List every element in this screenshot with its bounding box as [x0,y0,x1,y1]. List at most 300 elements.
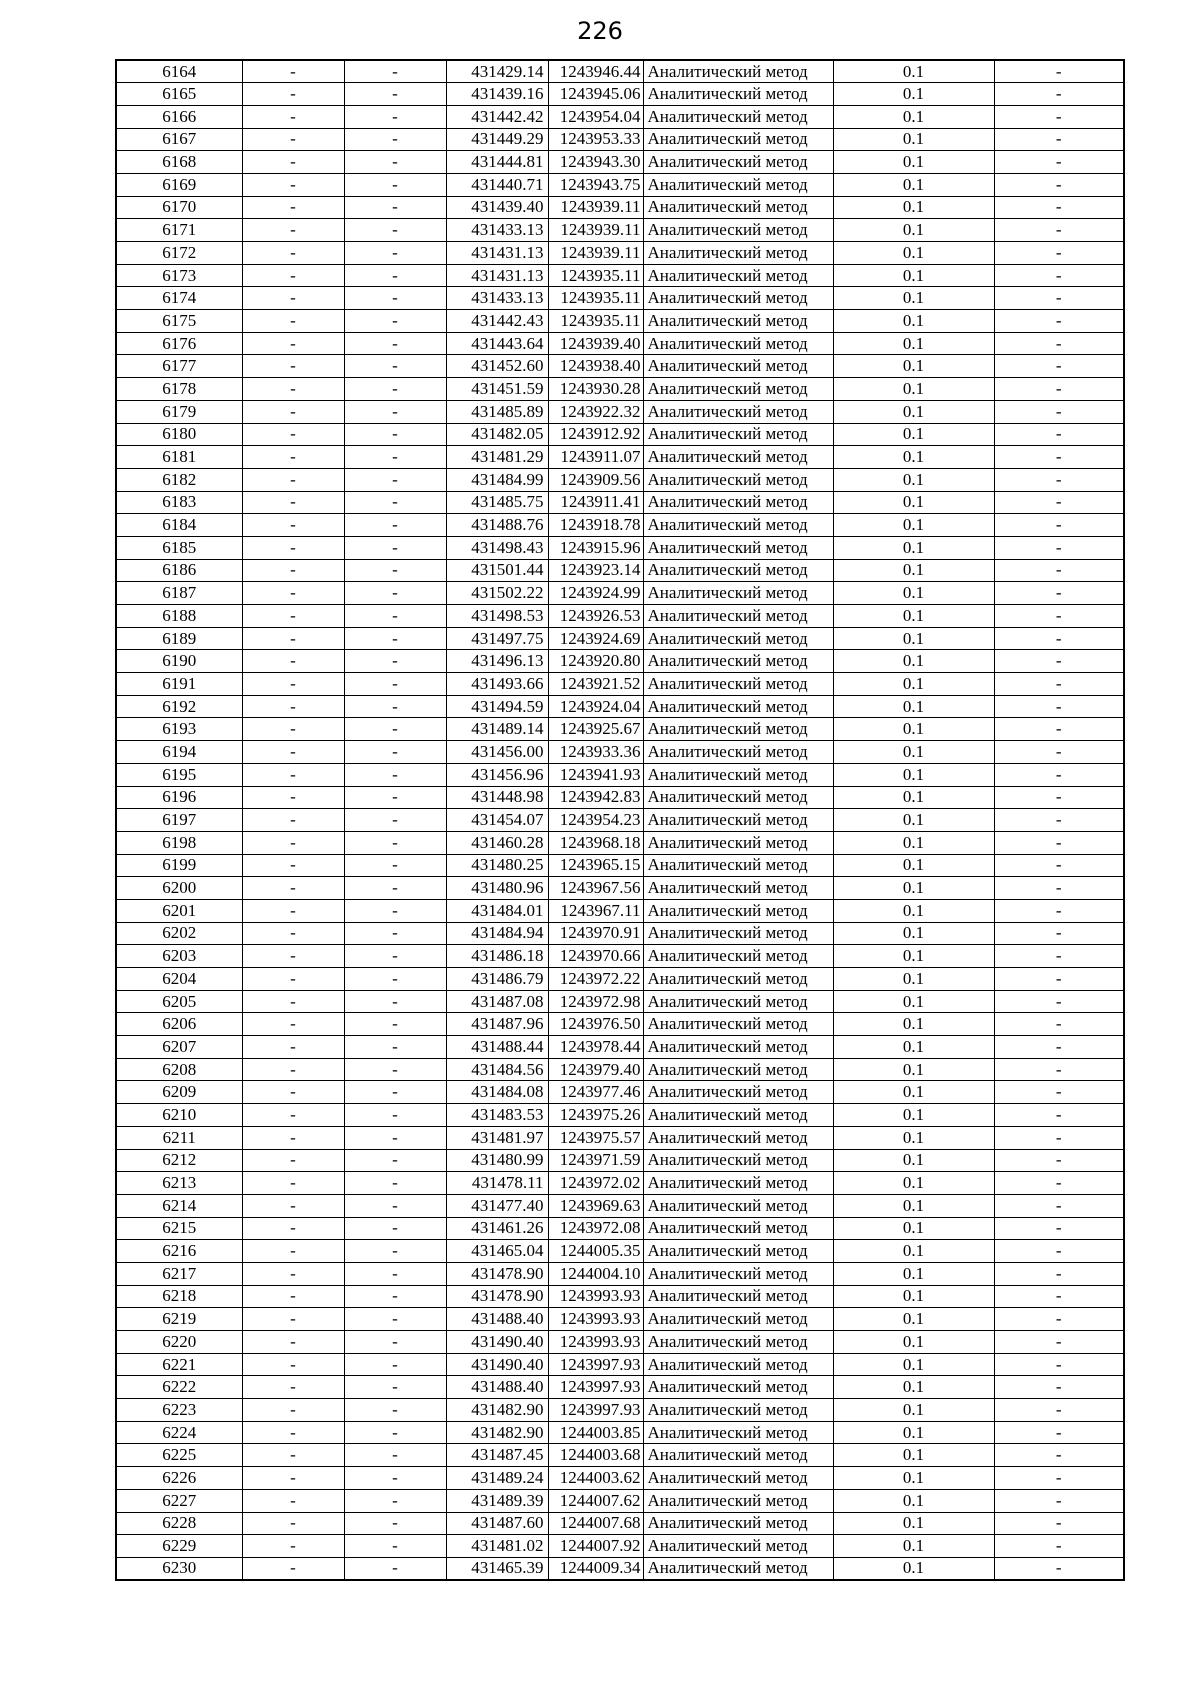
empty-value-cell: - [242,128,344,151]
y-coordinate-cell: 1243975.26 [548,1104,643,1127]
method-cell: Аналитический метод [643,1194,833,1217]
method-cell: Аналитический метод [643,355,833,378]
point-number-cell: 6230 [116,1557,242,1580]
x-coordinate-cell: 431456.00 [446,741,548,764]
method-cell: Аналитический метод [643,60,833,83]
empty-value-cell: - [344,151,446,174]
empty-value-cell: - [242,1376,344,1399]
note-cell: - [994,355,1124,378]
table-row [116,922,1124,945]
point-number-cell: 6208 [116,1058,242,1081]
accuracy-cell: 0.1 [833,446,994,469]
y-coordinate-cell: 1243997.93 [548,1353,643,1376]
table-row [116,990,1124,1013]
method-cell: Аналитический метод [643,1217,833,1240]
coordinates-table [115,59,1125,1581]
y-coordinate-cell: 1243946.44 [548,60,643,83]
method-cell: Аналитический метод [643,264,833,287]
accuracy-cell: 0.1 [833,1285,994,1308]
point-number-cell: 6185 [116,536,242,559]
empty-value-cell: - [242,1444,344,1467]
x-coordinate-cell: 431488.40 [446,1308,548,1331]
accuracy-cell: 0.1 [833,1149,994,1172]
table-row [116,83,1124,106]
x-coordinate-cell: 431465.39 [446,1557,548,1580]
y-coordinate-cell: 1243925.67 [548,718,643,741]
table-row [116,877,1124,900]
empty-value-cell: - [242,83,344,106]
note-cell: - [994,491,1124,514]
y-coordinate-cell: 1243939.11 [548,242,643,265]
accuracy-cell: 0.1 [833,1262,994,1285]
y-coordinate-cell: 1243935.11 [548,264,643,287]
method-cell: Аналитический метод [643,1262,833,1285]
x-coordinate-cell: 431494.59 [446,695,548,718]
x-coordinate-cell: 431501.44 [446,559,548,582]
note-cell: - [994,1104,1124,1127]
empty-value-cell: - [242,355,344,378]
point-number-cell: 6209 [116,1081,242,1104]
empty-value-cell: - [242,1512,344,1535]
empty-value-cell: - [344,1331,446,1354]
empty-value-cell: - [242,695,344,718]
method-cell: Аналитический метод [643,491,833,514]
x-coordinate-cell: 431490.40 [446,1353,548,1376]
table-row [116,1467,1124,1490]
y-coordinate-cell: 1243967.11 [548,899,643,922]
note-cell: - [994,332,1124,355]
note-cell: - [994,287,1124,310]
note-cell: - [994,1285,1124,1308]
table-row [116,128,1124,151]
accuracy-cell: 0.1 [833,1512,994,1535]
table-row [116,650,1124,673]
x-coordinate-cell: 431488.44 [446,1036,548,1059]
empty-value-cell: - [344,1194,446,1217]
method-cell: Аналитический метод [643,1557,833,1580]
method-cell: Аналитический метод [643,763,833,786]
y-coordinate-cell: 1243970.66 [548,945,643,968]
table-row [116,1217,1124,1240]
table-body [116,60,1124,1580]
method-cell: Аналитический метод [643,1285,833,1308]
accuracy-cell: 0.1 [833,1557,994,1580]
point-number-cell: 6204 [116,968,242,991]
empty-value-cell: - [344,264,446,287]
empty-value-cell: - [242,105,344,128]
y-coordinate-cell: 1243921.52 [548,673,643,696]
x-coordinate-cell: 431477.40 [446,1194,548,1217]
note-cell: - [994,968,1124,991]
note-cell: - [994,60,1124,83]
accuracy-cell: 0.1 [833,1353,994,1376]
empty-value-cell: - [344,718,446,741]
note-cell: - [994,219,1124,242]
x-coordinate-cell: 431478.90 [446,1285,548,1308]
empty-value-cell: - [344,854,446,877]
point-number-cell: 6223 [116,1399,242,1422]
y-coordinate-cell: 1244004.10 [548,1262,643,1285]
accuracy-cell: 0.1 [833,491,994,514]
empty-value-cell: - [344,1376,446,1399]
table-row [116,1126,1124,1149]
accuracy-cell: 0.1 [833,945,994,968]
table-row [116,945,1124,968]
point-number-cell: 6200 [116,877,242,900]
accuracy-cell: 0.1 [833,1126,994,1149]
y-coordinate-cell: 1243972.08 [548,1217,643,1240]
point-number-cell: 6207 [116,1036,242,1059]
point-number-cell: 6215 [116,1217,242,1240]
empty-value-cell: - [344,763,446,786]
x-coordinate-cell: 431484.99 [446,468,548,491]
y-coordinate-cell: 1243979.40 [548,1058,643,1081]
point-number-cell: 6214 [116,1194,242,1217]
point-number-cell: 6173 [116,264,242,287]
note-cell: - [994,1081,1124,1104]
empty-value-cell: - [242,423,344,446]
point-number-cell: 6189 [116,627,242,650]
empty-value-cell: - [344,1013,446,1036]
empty-value-cell: - [242,1467,344,1490]
method-cell: Аналитический метод [643,536,833,559]
table-row [116,1308,1124,1331]
table-row [116,605,1124,628]
note-cell: - [994,1535,1124,1558]
empty-value-cell: - [242,809,344,832]
method-cell: Аналитический метод [643,1331,833,1354]
table-row [116,1058,1124,1081]
method-cell: Аналитический метод [643,151,833,174]
table-row [116,809,1124,832]
point-number-cell: 6218 [116,1285,242,1308]
point-number-cell: 6229 [116,1535,242,1558]
method-cell: Аналитический метод [643,1149,833,1172]
empty-value-cell: - [344,741,446,764]
y-coordinate-cell: 1243978.44 [548,1036,643,1059]
x-coordinate-cell: 431481.97 [446,1126,548,1149]
point-number-cell: 6186 [116,559,242,582]
y-coordinate-cell: 1243997.93 [548,1376,643,1399]
x-coordinate-cell: 431498.43 [446,536,548,559]
point-number-cell: 6201 [116,899,242,922]
x-coordinate-cell: 431454.07 [446,809,548,832]
x-coordinate-cell: 431442.42 [446,105,548,128]
note-cell: - [994,242,1124,265]
x-coordinate-cell: 431456.96 [446,763,548,786]
empty-value-cell: - [242,1399,344,1422]
table-row [116,1036,1124,1059]
note-cell: - [994,922,1124,945]
note-cell: - [994,83,1124,106]
empty-value-cell: - [344,1421,446,1444]
table-row [116,491,1124,514]
method-cell: Аналитический метод [643,1172,833,1195]
empty-value-cell: - [242,831,344,854]
empty-value-cell: - [344,1036,446,1059]
y-coordinate-cell: 1244003.62 [548,1467,643,1490]
empty-value-cell: - [242,627,344,650]
empty-value-cell: - [242,60,344,83]
empty-value-cell: - [344,809,446,832]
x-coordinate-cell: 431486.79 [446,968,548,991]
y-coordinate-cell: 1243953.33 [548,128,643,151]
accuracy-cell: 0.1 [833,763,994,786]
method-cell: Аналитический метод [643,1535,833,1558]
empty-value-cell: - [344,242,446,265]
empty-value-cell: - [242,1331,344,1354]
accuracy-cell: 0.1 [833,151,994,174]
empty-value-cell: - [242,151,344,174]
note-cell: - [994,196,1124,219]
y-coordinate-cell: 1243922.32 [548,400,643,423]
x-coordinate-cell: 431484.01 [446,899,548,922]
empty-value-cell: - [344,1081,446,1104]
y-coordinate-cell: 1243970.91 [548,922,643,945]
empty-value-cell: - [344,1444,446,1467]
empty-value-cell: - [242,1126,344,1149]
x-coordinate-cell: 431484.08 [446,1081,548,1104]
method-cell: Аналитический метод [643,1126,833,1149]
y-coordinate-cell: 1243975.57 [548,1126,643,1149]
note-cell: - [994,1058,1124,1081]
x-coordinate-cell: 431461.26 [446,1217,548,1240]
table-row [116,446,1124,469]
x-coordinate-cell: 431484.56 [446,1058,548,1081]
method-cell: Аналитический метод [643,83,833,106]
method-cell: Аналитический метод [643,1353,833,1376]
x-coordinate-cell: 431444.81 [446,151,548,174]
point-number-cell: 6194 [116,741,242,764]
x-coordinate-cell: 431452.60 [446,355,548,378]
note-cell: - [994,173,1124,196]
note-cell: - [994,1172,1124,1195]
empty-value-cell: - [242,1489,344,1512]
empty-value-cell: - [344,695,446,718]
method-cell: Аналитический метод [643,1399,833,1422]
empty-value-cell: - [344,1285,446,1308]
y-coordinate-cell: 1243915.96 [548,536,643,559]
point-number-cell: 6224 [116,1421,242,1444]
empty-value-cell: - [344,1149,446,1172]
note-cell: - [994,1557,1124,1580]
accuracy-cell: 0.1 [833,1104,994,1127]
method-cell: Аналитический метод [643,1308,833,1331]
empty-value-cell: - [344,1308,446,1331]
point-number-cell: 6177 [116,355,242,378]
page-number: 226 [577,17,623,45]
note-cell: - [994,1308,1124,1331]
point-number-cell: 6228 [116,1512,242,1535]
accuracy-cell: 0.1 [833,355,994,378]
accuracy-cell: 0.1 [833,627,994,650]
accuracy-cell: 0.1 [833,582,994,605]
note-cell: - [994,1399,1124,1422]
y-coordinate-cell: 1243930.28 [548,378,643,401]
note-cell: - [994,1331,1124,1354]
empty-value-cell: - [242,1557,344,1580]
accuracy-cell: 0.1 [833,1240,994,1263]
x-coordinate-cell: 431429.14 [446,60,548,83]
empty-value-cell: - [242,1217,344,1240]
accuracy-cell: 0.1 [833,1489,994,1512]
method-cell: Аналитический метод [643,446,833,469]
x-coordinate-cell: 431485.89 [446,400,548,423]
accuracy-cell: 0.1 [833,831,994,854]
empty-value-cell: - [242,1036,344,1059]
y-coordinate-cell: 1243920.80 [548,650,643,673]
y-coordinate-cell: 1244007.62 [548,1489,643,1512]
y-coordinate-cell: 1244003.68 [548,1444,643,1467]
empty-value-cell: - [344,60,446,83]
x-coordinate-cell: 431487.45 [446,1444,548,1467]
point-number-cell: 6206 [116,1013,242,1036]
table-row [116,287,1124,310]
y-coordinate-cell: 1243939.40 [548,332,643,355]
accuracy-cell: 0.1 [833,809,994,832]
accuracy-cell: 0.1 [833,173,994,196]
y-coordinate-cell: 1243935.11 [548,310,643,333]
empty-value-cell: - [344,196,446,219]
method-cell: Аналитический метод [643,332,833,355]
empty-value-cell: - [242,763,344,786]
point-number-cell: 6172 [116,242,242,265]
method-cell: Аналитический метод [643,1104,833,1127]
note-cell: - [994,1240,1124,1263]
table-row [116,332,1124,355]
note-cell: - [994,1149,1124,1172]
empty-value-cell: - [242,1240,344,1263]
empty-value-cell: - [242,990,344,1013]
empty-value-cell: - [344,219,446,242]
y-coordinate-cell: 1243945.06 [548,83,643,106]
note-cell: - [994,990,1124,1013]
table-row [116,763,1124,786]
y-coordinate-cell: 1243997.93 [548,1399,643,1422]
accuracy-cell: 0.1 [833,105,994,128]
empty-value-cell: - [344,945,446,968]
empty-value-cell: - [242,1149,344,1172]
y-coordinate-cell: 1243941.93 [548,763,643,786]
x-coordinate-cell: 431496.13 [446,650,548,673]
y-coordinate-cell: 1243924.69 [548,627,643,650]
y-coordinate-cell: 1243909.56 [548,468,643,491]
empty-value-cell: - [242,310,344,333]
note-cell: - [994,945,1124,968]
method-cell: Аналитический метод [643,582,833,605]
table-row [116,1331,1124,1354]
empty-value-cell: - [242,468,344,491]
accuracy-cell: 0.1 [833,695,994,718]
method-cell: Аналитический метод [643,718,833,741]
x-coordinate-cell: 431433.13 [446,287,548,310]
note-cell: - [994,1353,1124,1376]
empty-value-cell: - [242,650,344,673]
table-row [116,242,1124,265]
point-number-cell: 6193 [116,718,242,741]
y-coordinate-cell: 1243972.02 [548,1172,643,1195]
empty-value-cell: - [242,332,344,355]
x-coordinate-cell: 431487.08 [446,990,548,1013]
method-cell: Аналитический метод [643,1013,833,1036]
y-coordinate-cell: 1243926.53 [548,605,643,628]
method-cell: Аналитический метод [643,1467,833,1490]
table-row [116,1149,1124,1172]
empty-value-cell: - [344,1217,446,1240]
empty-value-cell: - [242,1013,344,1036]
method-cell: Аналитический метод [643,219,833,242]
x-coordinate-cell: 431488.76 [446,514,548,537]
empty-value-cell: - [344,83,446,106]
x-coordinate-cell: 431433.13 [446,219,548,242]
note-cell: - [994,128,1124,151]
y-coordinate-cell: 1243935.11 [548,287,643,310]
method-cell: Аналитический метод [643,1489,833,1512]
x-coordinate-cell: 431489.24 [446,1467,548,1490]
y-coordinate-cell: 1243933.36 [548,741,643,764]
point-number-cell: 6191 [116,673,242,696]
accuracy-cell: 0.1 [833,1444,994,1467]
table-row [116,1285,1124,1308]
x-coordinate-cell: 431481.02 [446,1535,548,1558]
empty-value-cell: - [242,196,344,219]
y-coordinate-cell: 1243911.07 [548,446,643,469]
note-cell: - [994,763,1124,786]
table-row [116,310,1124,333]
empty-value-cell: - [344,650,446,673]
empty-value-cell: - [242,1308,344,1331]
method-cell: Аналитический метод [643,877,833,900]
x-coordinate-cell: 431484.94 [446,922,548,945]
y-coordinate-cell: 1243938.40 [548,355,643,378]
y-coordinate-cell: 1243943.75 [548,173,643,196]
empty-value-cell: - [242,718,344,741]
empty-value-cell: - [344,1104,446,1127]
x-coordinate-cell: 431478.11 [446,1172,548,1195]
table-row [116,219,1124,242]
empty-value-cell: - [344,831,446,854]
point-number-cell: 6213 [116,1172,242,1195]
table-row [116,468,1124,491]
x-coordinate-cell: 431480.25 [446,854,548,877]
method-cell: Аналитический метод [643,468,833,491]
accuracy-cell: 0.1 [833,559,994,582]
accuracy-cell: 0.1 [833,310,994,333]
empty-value-cell: - [242,582,344,605]
note-cell: - [994,877,1124,900]
accuracy-cell: 0.1 [833,741,994,764]
note-cell: - [994,650,1124,673]
point-number-cell: 6169 [116,173,242,196]
point-number-cell: 6180 [116,423,242,446]
accuracy-cell: 0.1 [833,1421,994,1444]
y-coordinate-cell: 1243993.93 [548,1308,643,1331]
table-row [116,1353,1124,1376]
method-cell: Аналитический метод [643,514,833,537]
note-cell: - [994,423,1124,446]
note-cell: - [994,627,1124,650]
note-cell: - [994,741,1124,764]
point-number-cell: 6192 [116,695,242,718]
point-number-cell: 6227 [116,1489,242,1512]
empty-value-cell: - [344,446,446,469]
empty-value-cell: - [242,854,344,877]
accuracy-cell: 0.1 [833,264,994,287]
y-coordinate-cell: 1243972.98 [548,990,643,1013]
table-row [116,718,1124,741]
x-coordinate-cell: 431482.90 [446,1421,548,1444]
empty-value-cell: - [344,1535,446,1558]
